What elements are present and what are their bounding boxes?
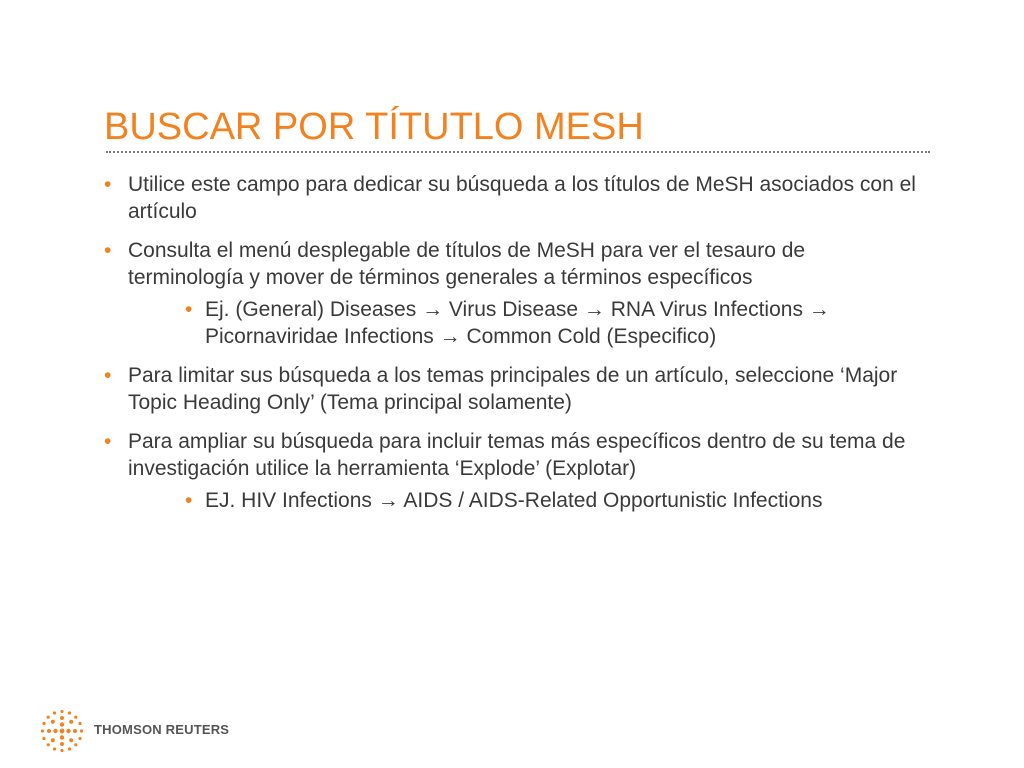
sub-bullet-marker: • xyxy=(185,489,193,512)
slide-title: BUSCAR POR TÍTUTLO MESH xyxy=(104,106,644,148)
bullet-text: Consulta el menú desplegable de títulos de MeSH para ver el tesauro de terminología y mover de términos generales a términos específicos xyxy=(128,239,806,289)
sub-bullet-item xyxy=(104,487,865,514)
sub-bullet-text: Ej. (General) Diseases → Virus Disease → RNA Virus Infections → Picornaviridae Infections → Common Cold (Especifico) xyxy=(205,298,830,348)
title-divider xyxy=(106,151,930,153)
bullet-marker: • xyxy=(104,239,112,262)
bullet-text: Para ampliar su búsqueda para incluir temas más específicos dentro de su tema de investigación utilice la herramienta ‘Explode’ (Explotar) xyxy=(128,430,906,480)
bullet-marker: • xyxy=(104,430,112,453)
bullet-text: Para limitar sus búsqueda a los temas principales de un artículo, seleccione ‘Major Topic Heading Only’ (Tema principal solamente) xyxy=(128,364,898,414)
bullet-list xyxy=(104,171,916,526)
bullet-marker: • xyxy=(104,364,112,387)
bullet-marker: • xyxy=(104,173,112,196)
bullet-item xyxy=(104,428,918,482)
sub-bullet-marker: • xyxy=(185,298,193,321)
thomson-reuters-logo-icon xyxy=(40,709,84,753)
footer-brand-name: THOMSON REUTERS xyxy=(94,722,230,737)
bullet-item xyxy=(104,171,918,225)
sub-bullet-text: EJ. HIV Infections → AIDS / AIDS-Related Opportunistic Infections xyxy=(205,489,823,512)
sub-bullet-item xyxy=(104,296,845,350)
bullet-text: Utilice este campo para dedicar su búsqueda a los títulos de MeSH asociados con el artículo xyxy=(128,173,916,223)
bullet-item xyxy=(104,237,918,291)
bullet-item xyxy=(104,362,918,416)
